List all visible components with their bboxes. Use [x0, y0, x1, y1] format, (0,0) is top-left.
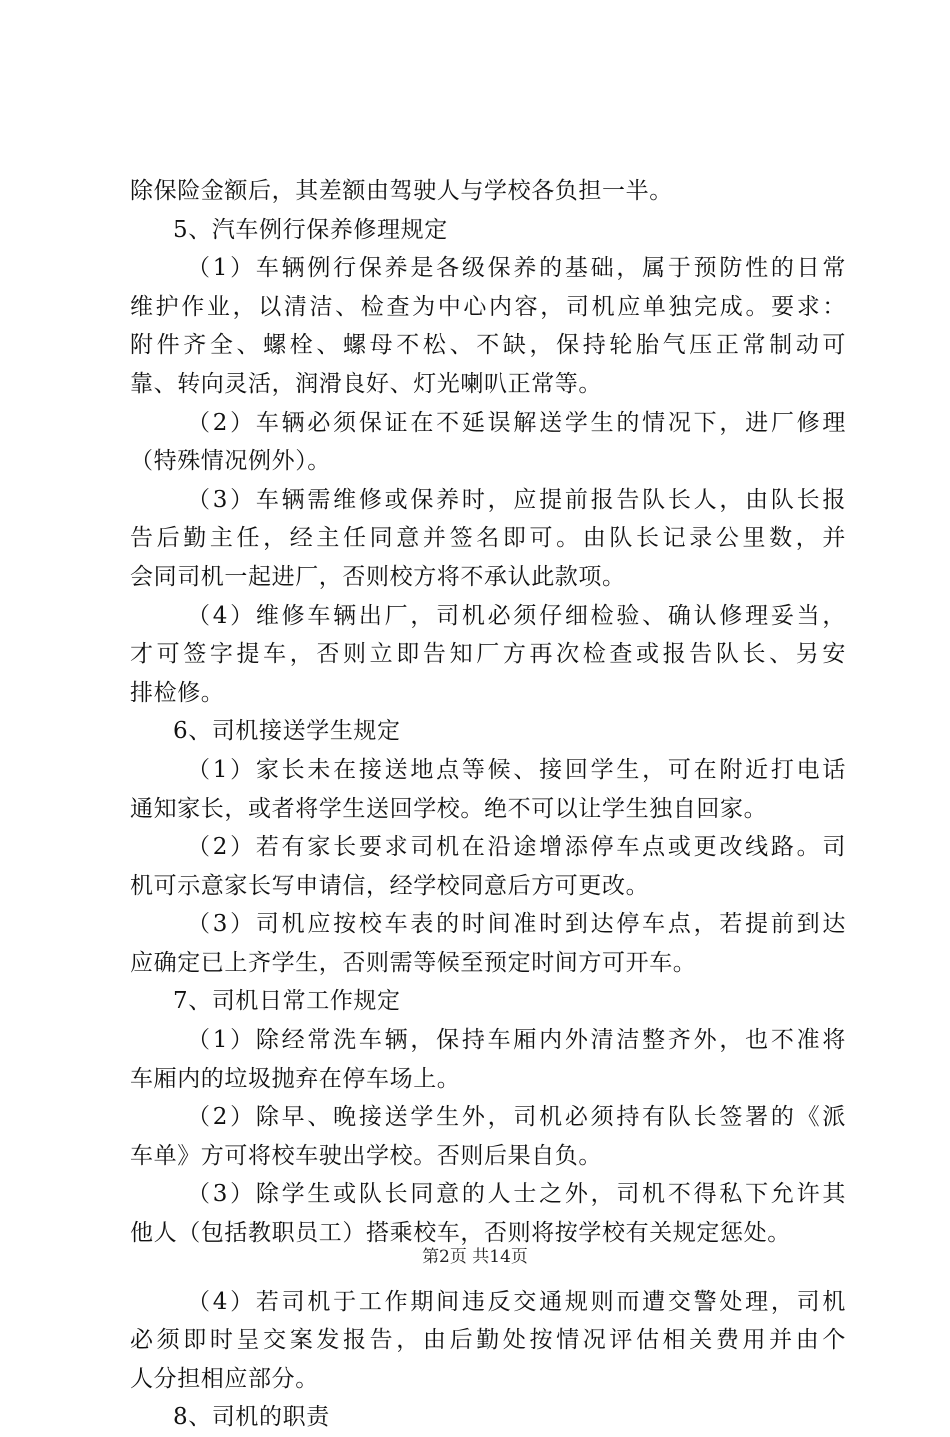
section-heading-line: 5、汽车例行保养修理规定	[173, 216, 448, 243]
text-line: 他人（包括教职员工）搭乘校车，否则将按学校有关规定惩处。	[130, 1220, 791, 1247]
text-line: （3）司机应按校车表的时间准时到达停车点，若提前到达	[187, 911, 846, 938]
text-line: （4）维修车辆出厂，司机必须仔细检验、确认修理妥当，	[187, 602, 846, 629]
section-heading-line: 7、司机日常工作规定	[173, 988, 401, 1015]
text-line: 才可签字提车，否则立即告知厂方再次检查或报告队长、另安	[130, 641, 846, 668]
text-line: （1）家长未在接送地点等候、接回学生，可在附近打电话	[187, 756, 846, 783]
text-line: （2）车辆必须保证在不延误解送学生的情况下，进厂修理	[187, 409, 846, 436]
text-line: 应确定已上齐学生，否则需等候至预定时间方可开车。	[130, 949, 697, 976]
text-line: 会同司机一起进厂，否则校方将不承认此款项。	[130, 563, 626, 590]
text-line: 通知家长，或者将学生送回学校。绝不可以让学生独自回家。	[130, 795, 768, 822]
text-line: 车单》方可将校车驶出学校。否则后果自负。	[130, 1142, 602, 1169]
text-line: （2）若有家长要求司机在沿途增添停车点或更改线路。司	[187, 834, 846, 861]
text-line: （3）车辆需维修或保养时，应提前报告队长人，由队长报	[187, 486, 846, 513]
text-line: （3）除学生或队长同意的人士之外，司机不得私下允许其	[187, 1181, 846, 1208]
text-line: （特殊情况例外）。	[130, 448, 331, 475]
text-line: 维护作业，以清洁、检查为中心内容，司机应单独完成。要求：	[130, 293, 846, 320]
text-line: 附件齐全、螺栓、螺母不松、不缺，保持轮胎气压正常制动可	[130, 332, 846, 359]
text-line: 车厢内的垃圾抛弃在停车场上。	[130, 1065, 461, 1092]
text-line: 机可示意家长写申请信，经学校同意后方可更改。	[130, 872, 650, 899]
text-line: （1）车辆例行保养是各级保养的基础，属于预防性的日常	[187, 255, 846, 282]
text-line: 人分担相应部分。	[130, 1365, 319, 1392]
page-footer: 第2页 共14页	[422, 1247, 528, 1267]
text-line: 靠、转向灵活，润滑良好、灯光喇叭正常等。	[130, 370, 602, 397]
text-line: （2）除早、晚接送学生外，司机必须持有队长签署的《派	[187, 1104, 846, 1131]
text-line: 必须即时呈交案发报告，由后勤处按情况评估相关费用并由个	[130, 1327, 846, 1354]
text-line: （4）若司机于工作期间违反交通规则而遭交警处理，司机	[187, 1288, 846, 1315]
text-line: 排检修。	[130, 679, 225, 706]
text-line: 除保险金额后，其差额由驾驶人与学校各负担一半。	[130, 178, 673, 204]
text-line: （1）除经常洗车辆，保持车厢内外清洁整齐外，也不准将	[187, 1027, 846, 1054]
section-heading-line: 8、司机的职责	[173, 1404, 330, 1431]
section-heading-line: 6、司机接送学生规定	[173, 718, 401, 745]
text-line: 告后勤主任，经主任同意并签名即可。由队长记录公里数，并	[130, 525, 846, 552]
